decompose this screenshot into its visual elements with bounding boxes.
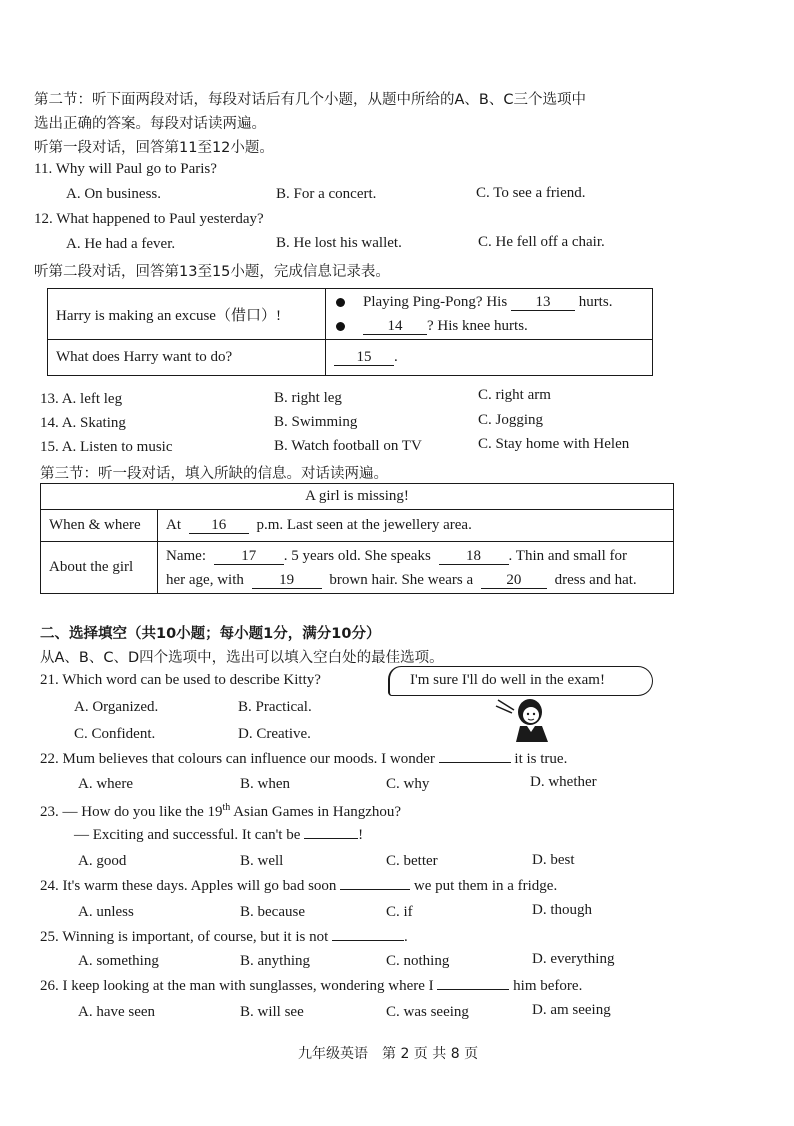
about-line-1: Name: 17 . 5 years old. She speaks 18 . Thin and small for (166, 547, 628, 564)
q22-option-b: B. when (240, 776, 290, 792)
q11-option-b: B. For a concert. (276, 186, 377, 202)
q25-option-b: B. anything (240, 953, 310, 969)
q15-option-a: A. Listen to music (61, 439, 173, 455)
question-14: 14. A. Skating (40, 415, 126, 431)
want-label-cell (48, 340, 326, 376)
blank-15[interactable]: 15 (334, 350, 394, 366)
q15-option-b: B. Watch football on TV (274, 438, 422, 454)
q26-option-d: D. am seeing (532, 1002, 611, 1018)
q11-option-a: A. On business. (66, 186, 162, 202)
q22-option-a: A. where (78, 776, 133, 792)
question-22: 22. Mum believes that colours can influence our moods. I wonder it is true. (40, 751, 568, 767)
blank-25[interactable] (332, 940, 404, 941)
blank-20[interactable]: 20 (481, 573, 547, 589)
want-answer-cell: 15 . (326, 340, 653, 376)
question-number: 21. (40, 672, 59, 688)
q25-option-a: A. something (78, 953, 159, 969)
q12-option-c: C. He fell off a chair. (478, 234, 605, 250)
bullet-line-2: 14 ? His knee hurts. (336, 314, 644, 338)
q25-option-d: D. everything (532, 951, 615, 967)
q24-option-d: D. though (532, 902, 592, 918)
q26-option-a: A. have seen (78, 1004, 156, 1020)
page-footer: 九年级英语 第 2 页 共 8 页 (298, 1046, 479, 1062)
q23-option-d: D. best (532, 852, 575, 868)
blank-16[interactable]: 16 (189, 518, 249, 534)
info-record-table (47, 288, 653, 376)
q22-option-c: C. why (386, 776, 430, 792)
dialog1-instruction: 听第一段对话，回答第11至12小题。 (34, 140, 274, 156)
q21-option-b: B. Practical. (238, 699, 312, 715)
when-where-label-cell: When & where (41, 510, 158, 542)
dialog2-instruction: 听第二段对话，回答第13至15小题，完成信息记录表。 (34, 264, 390, 280)
q23-option-c: C. better (386, 853, 438, 869)
q25-option-c: C. nothing (386, 953, 450, 969)
q23-answer-line: — Exciting and successful. It can't be ! (74, 827, 364, 843)
part2-title: 二、选择填空（共10小题；每小题1分，满分10分） (40, 626, 381, 642)
q14-option-b: B. Swimming (274, 414, 358, 430)
question-26: 26. I keep looking at the man with sunglasses, wondering where I him before. (40, 978, 583, 994)
section2-instruction-line1: 第二节：听下面两段对话，每段对话后有几个小题，从题中所给的A、B、C三个选项中 (34, 92, 586, 108)
question-13: 13. A. left leg (40, 391, 123, 407)
excuse-label: Harry is making an excuse（借口）! (56, 307, 281, 324)
kitty-cartoon-icon (494, 696, 556, 742)
about-line-2: her age, with 19 brown hair. She wears a 20 dress and hat. (166, 571, 637, 588)
excuse-details-cell (326, 289, 653, 340)
section2-instruction-line2: 选出正确的答案。每段对话读两遍。 (34, 116, 266, 132)
blank-26[interactable] (437, 989, 509, 990)
blank-14[interactable]: 14 (363, 319, 427, 335)
question-21 (40, 672, 321, 689)
q13-option-c: C. right arm (478, 387, 551, 403)
question-text: Why will Paul go to Paris? (55, 161, 217, 177)
bullet-icon (336, 298, 345, 307)
q24-option-a: A. unless (78, 904, 134, 920)
section3-instruction: 第三节：听一段对话，填入所缺的信息。对话读两遍。 (40, 466, 388, 482)
want-label: What does Harry want to do? (56, 349, 233, 365)
q24-option-c: C. if (386, 904, 413, 920)
q14-option-c: C. Jogging (478, 412, 544, 428)
question-11 (34, 161, 217, 178)
question-number: 26. (40, 978, 59, 994)
q21-option-a: A. Organized. (74, 699, 159, 715)
question-number: 22. (40, 751, 59, 767)
question-12 (34, 211, 264, 228)
question-text: Which word can be used to describe Kitty? (62, 672, 321, 688)
table-header: A girl is missing! (41, 484, 674, 510)
q26-option-c: C. was seeing (386, 1004, 469, 1020)
question-number: 24. (40, 878, 59, 894)
part2-instruction: 从A、B、C、D四个选项中，选出可以填入空白处的最佳选项。 (40, 650, 444, 666)
question-25: 25. Winning is important, of course, but it is not . (40, 929, 408, 945)
q13-option-a: A. left leg (61, 391, 123, 407)
q15-option-c: C. Stay home with Helen (478, 436, 630, 452)
blank-24[interactable] (340, 889, 410, 890)
question-number: 12. (34, 211, 53, 227)
question-15: 15. A. Listen to music (40, 439, 173, 455)
question-text: What happened to Paul yesterday? (56, 211, 264, 227)
question-number: 25. (40, 929, 59, 945)
q12-option-b: B. He lost his wallet. (276, 235, 402, 251)
excuse-label-cell (48, 289, 326, 340)
q23-option-b: B. well (240, 853, 284, 869)
bullet-icon (336, 322, 345, 331)
q22-option-d: D. whether (530, 774, 597, 790)
q21-option-d: D. Creative. (238, 726, 311, 742)
q23-option-a: A. good (78, 853, 127, 869)
q13-option-b: B. right leg (274, 390, 342, 406)
blank-22[interactable] (439, 762, 511, 763)
q14-option-a: A. Skating (61, 415, 126, 431)
when-where-cell: At 16 p.m. Last seen at the jewellery area. (158, 510, 674, 542)
blank-19[interactable]: 19 (252, 573, 322, 589)
question-23: 23. — How do you like the 19th Asian Games in Hangzhou? (40, 802, 402, 820)
blank-18[interactable]: 18 (439, 549, 509, 565)
blank-17[interactable]: 17 (214, 549, 284, 565)
speech-bubble-text: I'm sure I'll do well in the exam! (410, 672, 605, 688)
blank-13[interactable]: 13 (511, 295, 575, 311)
question-number: 11. (34, 161, 53, 177)
blank-23[interactable] (304, 838, 358, 839)
q11-option-c: C. To see a friend. (476, 185, 586, 201)
about-girl-label-cell: About the girl (41, 542, 158, 594)
missing-girl-table (40, 483, 674, 594)
about-girl-cell (158, 542, 674, 594)
q21-option-c: C. Confident. (74, 726, 156, 742)
q12-option-a: A. He had a fever. (66, 236, 176, 252)
q24-option-b: B. because (240, 904, 305, 920)
bullet-line-1: Playing Ping-Pong? His 13 hurts. (336, 290, 644, 314)
speech-bubble (388, 666, 653, 696)
question-24: 24. It's warm these days. Apples will go bad soon we put them in a fridge. (40, 878, 558, 894)
question-number: 23. (40, 804, 59, 820)
q26-option-b: B. will see (240, 1004, 304, 1020)
